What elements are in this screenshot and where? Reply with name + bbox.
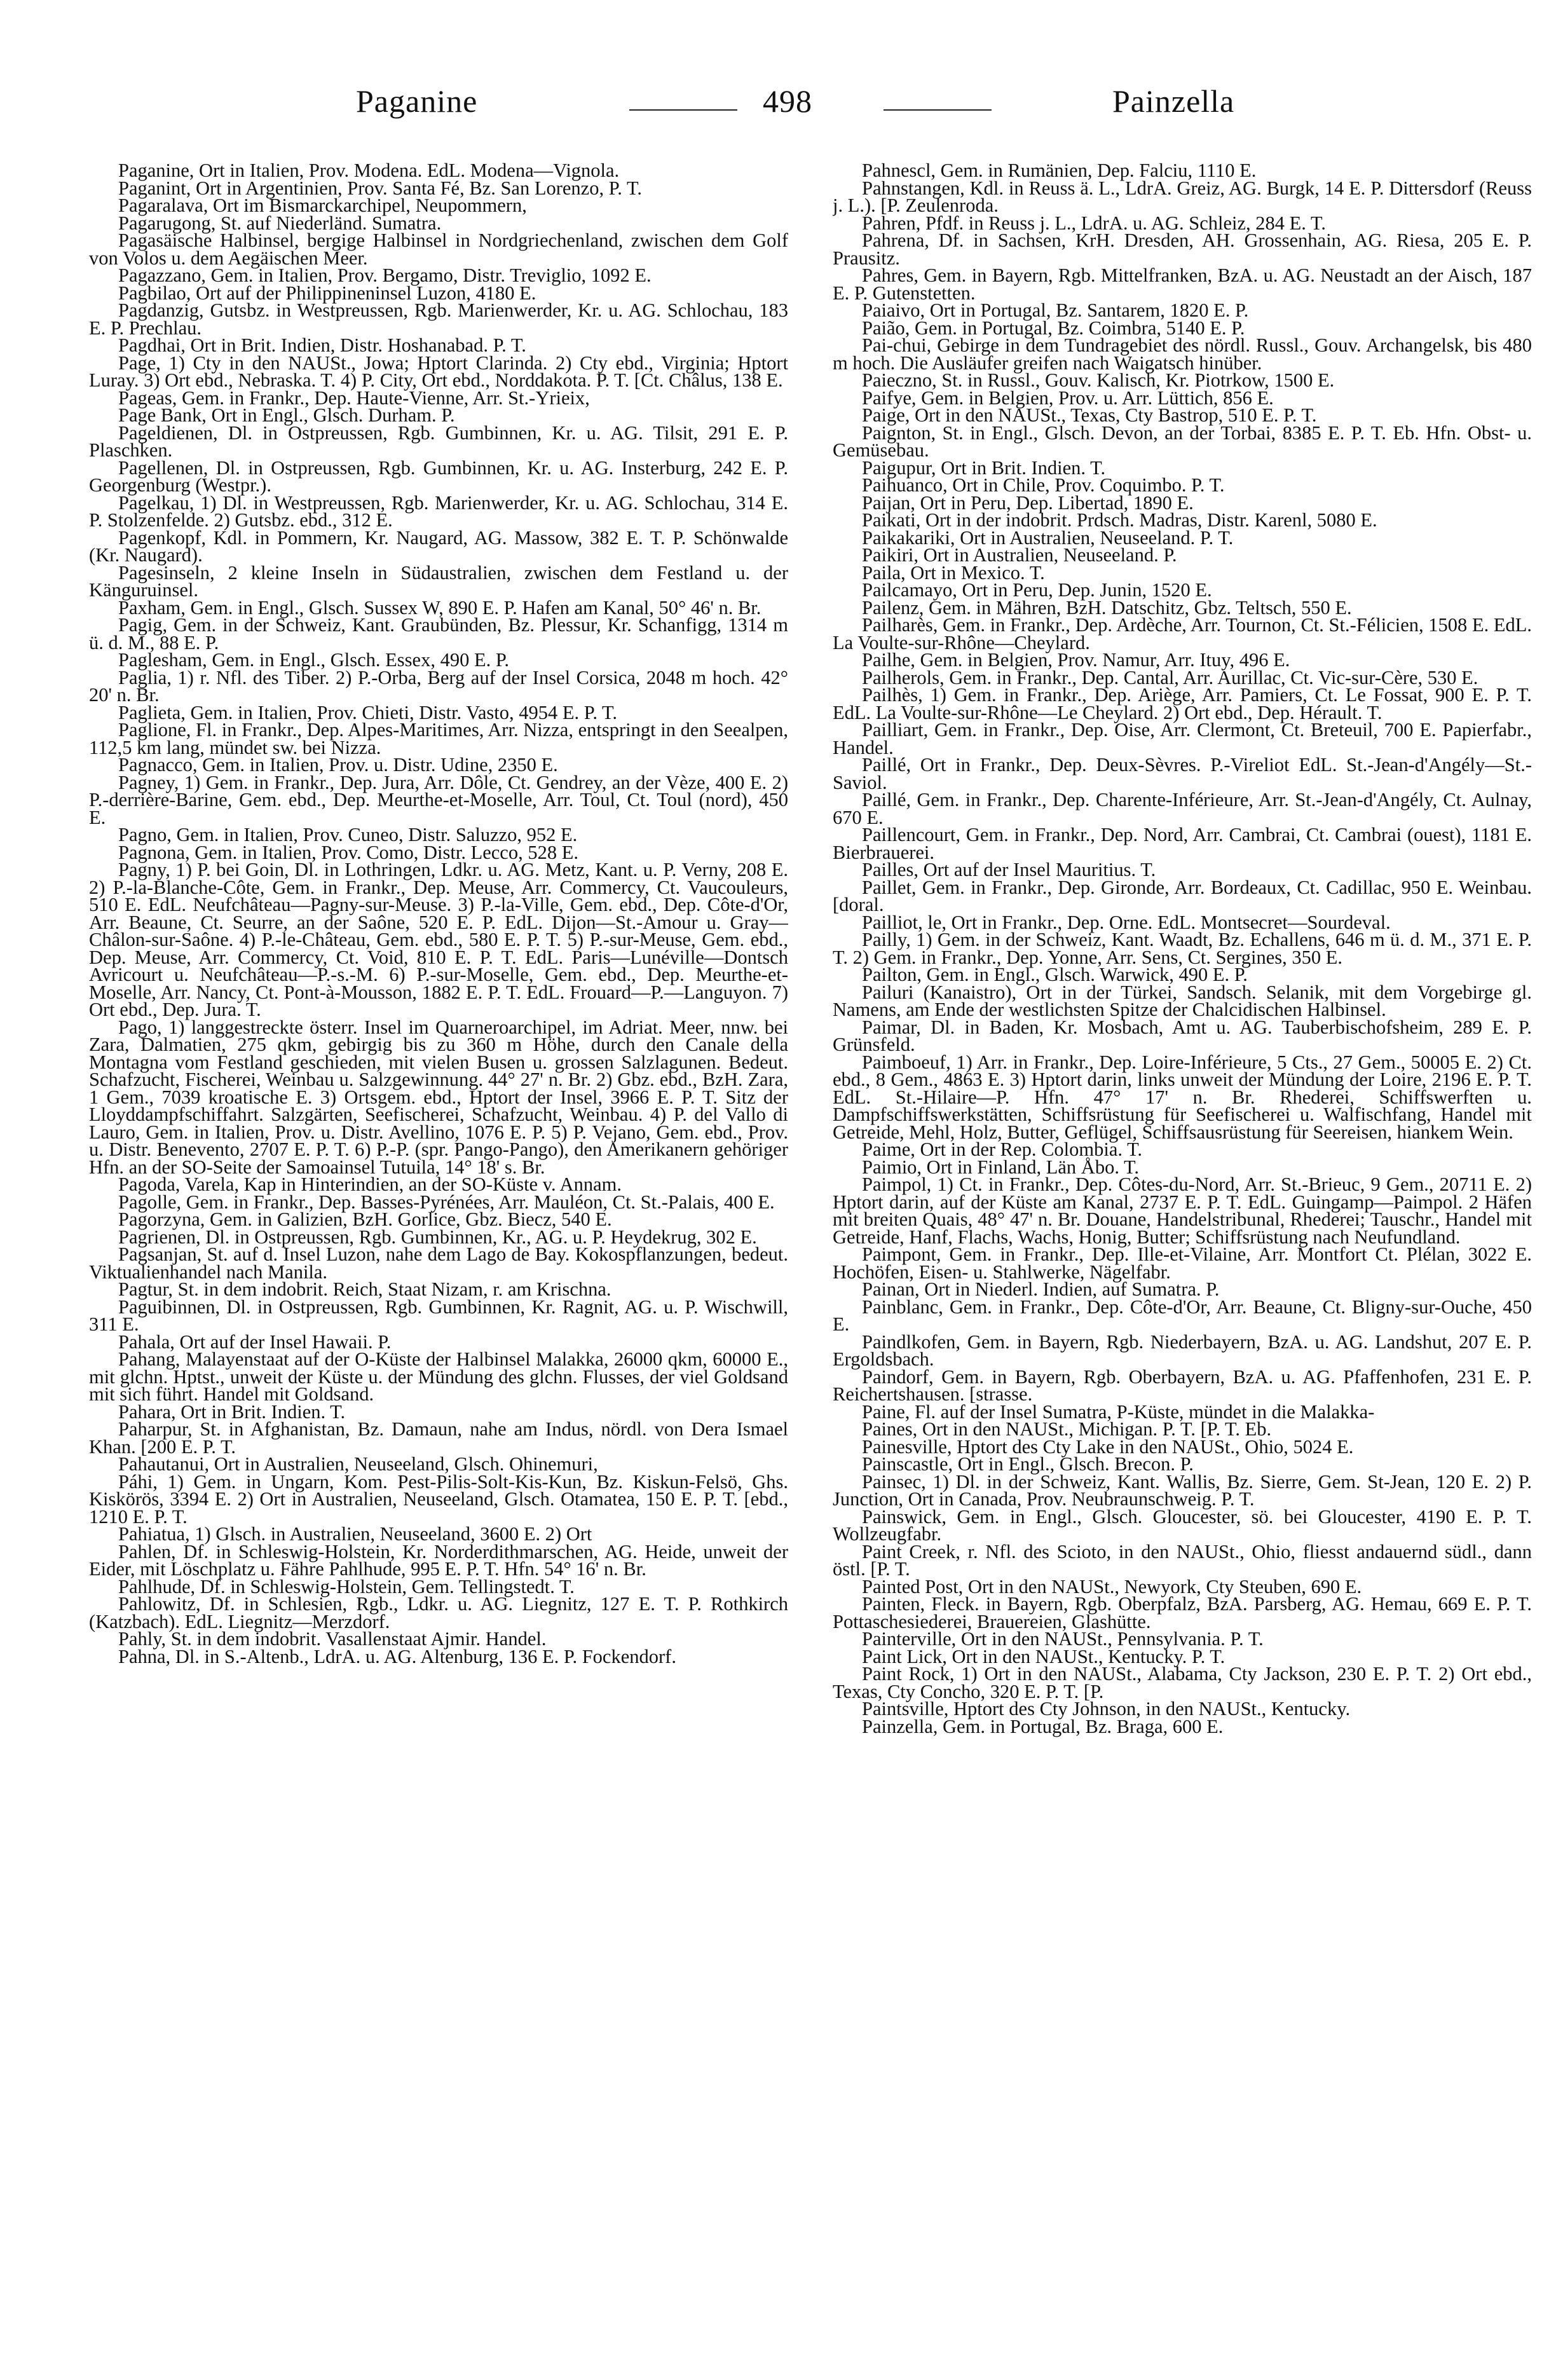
dictionary-entry: Paglione, Fl. in Frankr., Dep. Alpes-Maritimes, Arr. Nizza, entspringt in den Seealpen, 112,5 km lang, mündet sw. bei Nizza. (89, 719, 788, 758)
header-rule-right (884, 109, 992, 111)
dictionary-entry: Pailuri (Kanaistro), Ort in der Türkei, Sandsch. Selanik, mit dem Vorgebirge gl. Namens, am Ende der westlichsten Spitze der Chalcidischen Halbinsel. (833, 981, 1532, 1020)
right-column (833, 162, 1532, 2349)
dictionary-entry: Paimpont, Gem. in Frankr., Dep. Ille-et-Vilaine, Arr. Montfort Ct. Plélan, 3022 E. Hochöfen, Eisen- u. Stahlwerke, Nägelfabr. (833, 1243, 1532, 1283)
dictionary-entry: Pahara, Ort in Brit. Indien. T. (118, 1400, 346, 1423)
dictionary-entry: Pagenkopf, Kdl. in Pommern, Kr. Naugard, AG. Massow, 382 E. T. P. Schönwalde (Kr. Naugard). (89, 526, 788, 566)
dictionary-entry: Paimboeuf, 1) Arr. in Frankr., Dep. Loire-Inférieure, 5 Cts., 27 Gem., 50005 E. 2) Ct. ebd., 8 Gem., 4863 E. 3) Hptort darin, links unweit der Mündung der Loire, 2196 E. P. T. EdL. St.-Hilaire—P. Hfn. 47° 17' n. Br. Rhederei, Schiffswerften u. Dampfschiffswerkstätten, Schiffsrüstung für Seefischerei u. Walfischfang, Handel mit Getreide, Mehl, Holz, Butter, Geflügel, Schiffsausrüstung für Seereisen, hiankem Wein. (833, 1051, 1532, 1143)
page-header (89, 83, 1487, 140)
dictionary-entry: Pagellenen, Dl. in Ostpreussen, Rgb. Gumbinnen, Kr. u. AG. Insterburg, 242 E. P. Georgenburg (Westpr.). (89, 456, 788, 496)
dictionary-entry: Pahren, Pfdf. in Reuss j. L., LdrA. u. AG. Schleiz, 284 E. T. (862, 212, 1326, 234)
dictionary-entry: Pago, 1) langgestreckte österr. Insel im Quarneroarchipel, im Adriat. Meer, nnw. bei Zara, Dalmatien, 275 qkm, gebirgig bis zu 360 m Höhe, durch den Canale della Montagna vom Festland geschieden, mit vielen Busen u. grossen Salzlagunen. Bedeut. Schafzucht, Fischerei, Weinbau u. Salzgewinnung. 44° 27' n. Br. 2) Gbz. ebd., BzH. Zara, 1 Gem., 7039 kroatische E. 3) Ortsgem. ebd., Hptort der Insel, 3966 E. P. T. Sitz der Lloyddampfschiffahrt. Salzgärten, Seefischerei, Schafzucht, Weinbau. 4) P. del Vallo di Lauro, Gem. in Italien, Prov. u. Distr. Avellino, 1076 E. P. 5) P. Vejano, Gem. ebd., Prov. u. Distr. Benevento, 2707 E. P. T. 6) P.-P. (spr. Pango-Pango), den Amerikanern gehöriger Hfn. an der SO-Seite der Samoainsel Tutuila, 14° 18' s. Br. (89, 1016, 788, 1178)
dictionary-entry: Pahrena, Df. in Sachsen, KrH. Dresden, AH. Grossenhain, AG. Riesa, 205 E. P. Prausitz. (833, 229, 1532, 269)
dictionary-entry: Paimio, Ort in Finland, Län Åbo. T. (862, 1156, 1140, 1178)
dictionary-entry: Pagesinseln, 2 kleine Inseln in Südaustralien, zwischen dem Festland u. der Känguruinsel. (89, 561, 788, 601)
dictionary-entry: Pagno, Gem. in Italien, Prov. Cuneo, Distr. Saluzzo, 952 E. (118, 824, 578, 845)
dictionary-entry: Pagolle, Gem. in Frankr., Dep. Basses-Pyrénées, Arr. Mauléon, Ct. St.-Palais, 400 E. (118, 1191, 775, 1213)
dictionary-entry: Paiaivo, Ort in Portugal, Bz. Santarem, 1820 E. P. (862, 299, 1249, 321)
dictionary-entry: Pagny, 1) P. bei Goin, Dl. in Lothringen, Ldkr. u. AG. Metz, Kant. u. P. Verny, 208 E. 2) P.-la-Blanche-Côte, Gem. in Frankr., Dep. Meuse, Arr. Commercy, Ct. Vaucouleurs, 510 E. EdL. Neufchâteau—Pagny-sur-Meuse. 3) P.-la-Ville, Gem. ebd., Dep. Côte-d'Or, Arr. Beaune, Ct. Seurre, an der Saône, 520 E. P. EdL. Dijon—St.-Amour u. Gray—Châlon-sur-Saône. 4) P.-le-Château, Gem. ebd., 580 E. P. T. 5) P.-sur-Meuse, Gem. ebd., Dep. Meuse, Arr. Commercy, Ct. Void, 810 E. P. T. EdL. Paris—Lunéville—Dontsch Avricourt u. Neufchâteau—P.-s.-M. 6) P.-sur-Moselle, Gem. ebd., Dep. Meurthe-et-Moselle, Arr. Nancy, Ct. Pont-à-Mousson, 1882 E. P. T. EdL. Frouard—P.—Languyon. 7) Ort ebd., Dep. Jura. T. (89, 859, 788, 1020)
dictionary-entry: Pagorzyna, Gem. in Galizien, BzH. Gorlice, Gbz. Biecz, 540 E. (118, 1208, 612, 1230)
dictionary-entry: Pagdanzig, Gutsbz. in Westpreussen, Rgb. Marienwerder, Kr. u. AG. Schlochau, 183 E. P. Prechlau. (89, 299, 788, 339)
dictionary-entry: Pagarugong, St. auf Niederländ. Sumatra. (118, 212, 442, 234)
dictionary-entry: Paigupur, Ort in Brit. Indien. T. (862, 456, 1106, 479)
dictionary-entry: Pailherols, Gem. in Frankr., Dep. Cantal, Arr. Aurillac, Ct. Vic-sur-Cère, 530 E. (862, 666, 1478, 688)
dictionary-entry: Pailhe, Gem. in Belgien, Prov. Namur, Arr. Ituy, 496 E. (862, 649, 1290, 671)
dictionary-entry: Pahly, St. in dem indobrit. Vasallenstaat Ajmir. Handel. (118, 1628, 547, 1650)
dictionary-entry: Paglieta, Gem. in Italien, Prov. Chieti, Distr. Vasto, 4954 E. P. T. (118, 701, 618, 723)
dictionary-entry: Paillencourt, Gem. in Frankr., Dep. Nord, Arr. Cambrai, Ct. Cambrai (ouest), 1181 E. Bierbrauerei. (833, 824, 1532, 863)
dictionary-entry: Páhi, 1) Gem. in Ungarn, Kom. Pest-Pilis-Solt-Kis-Kun, Bz. Kiskun-Felsö, Ghs. Kiskörös, 3394 E. 2) Ort in Australien, Neuseeland, Glsch. Otamatea, 150 E. P. T. [ebd., 1210 E. P. T. (89, 1470, 788, 1528)
dictionary-entry: Pailcamayo, Ort in Peru, Dep. Junin, 1520 E. (862, 579, 1212, 601)
dictionary-entry: Pagbilao, Ort auf der Philippineninsel Luzon, 4180 E. (118, 282, 536, 304)
dictionary-entry: Pailly, 1) Gem. in der Schweiz, Kant. Waadt, Bz. Echallens, 646 m ü. d. M., 371 E. P. T. 2) Gem. in Frankr., Dep. Yonne, Arr. Sens, Ct. Sergines, 350 E. (833, 929, 1532, 968)
dictionary-entry: Painterville, Ort in den NAUSt., Pennsylvania. P. T. (862, 1628, 1264, 1650)
dictionary-entry: Paieczno, St. in Russl., Gouv. Kalisch, Kr. Piotrkow, 1500 E. (862, 369, 1335, 391)
header-rule-left (629, 109, 737, 111)
dictionary-entry: Paime, Ort in der Rep. Colombia. T. (862, 1139, 1143, 1160)
dictionary-entry: Pagney, 1) Gem. in Frankr., Dep. Jura, Arr. Dôle, Ct. Gendrey, an der Vèze, 400 E. 2) P.-derrière-Barine, Gem. ebd., Dep. Meurthe-et-Moselle, Arr. Toul, Ct. Toul (nord), 450 E. (89, 771, 788, 828)
dictionary-entry: Pagig, Gem. in der Schweiz, Kant. Graubünden, Bz. Plessur, Kr. Schanfigg, 1314 m ü. d. M., 88 E. P. (89, 614, 788, 653)
dictionary-entry: Painblanc, Gem. in Frankr., Dep. Côte-d'Or, Arr. Beaune, Ct. Bligny-sur-Ouche, 450 E. (833, 1296, 1532, 1335)
dictionary-entry: Paillé, Gem. in Frankr., Dep. Charente-Inférieure, Arr. St.-Jean-d'Angély, Ct. Aulnay, 670 E. (833, 789, 1532, 828)
dictionary-entry: Pageas, Gem. in Frankr., Dep. Haute-Vienne, Arr. St.-Yrieix, (118, 386, 590, 409)
dictionary-entry: Paint Lick, Ort in den NAUSt., Kentucky. P. T. (862, 1645, 1225, 1667)
dictionary-entry: Pagaralava, Ort im Bismarckarchipel, Neupommern, (118, 195, 527, 216)
dictionary-entry: Paindorf, Gem. in Bayern, Rgb. Oberbayern, BzA. u. AG. Pfaffenhofen, 231 E. P. Reichertshausen. [strasse. (833, 1365, 1532, 1405)
dictionary-entry: Pagrienen, Dl. in Ostpreussen, Rgb. Gumbinnen, Kr., AG. u. P. Heydekrug, 302 E. (118, 1226, 757, 1248)
dictionary-entry: Paxham, Gem. in Engl., Glsch. Sussex W, 890 E. P. Hafen am Kanal, 50° 46' n. Br. (118, 596, 761, 619)
dictionary-entry: Pagdhai, Ort in Brit. Indien, Distr. Hoshanabad. P. T. (118, 334, 526, 356)
dictionary-entry: Paglia, 1) r. Nfl. des Tiber. 2) P.-Orba, Berg auf der Insel Corsica, 2048 m hoch. 42° 20' n. Br. (89, 666, 788, 706)
dictionary-entry: Painted Post, Ort in den NAUSt., Newyork, Cty Steuben, 690 E. (862, 1575, 1362, 1597)
dictionary-entry: Pagasäische Halbinsel, bergige Halbinsel in Nordgriechenland, zwischen dem Golf von Volos u. dem Aegäischen Meer. (89, 229, 788, 269)
dictionary-entry: Page Bank, Ort in Engl., Glsch. Durham. P. (118, 404, 455, 426)
dictionary-entry: Pailles, Ort auf der Insel Mauritius. T. (862, 859, 1156, 880)
page-number: 498 (763, 83, 812, 119)
header-first-entry: Paganine (356, 83, 478, 119)
dictionary-entry: Pageldienen, Dl. in Ostpreussen, Rgb. Gumbinnen, Kr. u. AG. Tilsit, 291 E. P. Plaschken. (89, 421, 788, 461)
dictionary-entry: Paikati, Ort in der indobrit. Prdsch. Madras, Distr. Karenl, 5080 E. (862, 509, 1377, 531)
dictionary-entry: Painten, Fleck. in Bayern, Rgb. Oberpfalz, BzA. Parsberg, AG. Hemau, 669 E. P. T. Pottaschesiederei, Brauereien, Glashütte. (833, 1593, 1532, 1632)
dictionary-entry: Painzella, Gem. in Portugal, Bz. Braga, 600 E. (862, 1715, 1224, 1737)
dictionary-entry: Pagsanjan, St. auf d. Insel Luzon, nahe dem Lago de Bay. Kokospflanzungen, bedeut. Viktualienhandel nach Manila. (89, 1243, 788, 1283)
dictionary-entry: Painsec, 1) Dl. in der Schweiz, Kant. Wallis, Bz. Sierre, Gem. St-Jean, 120 E. 2) P. Junction, Ort in Canada, Prov. Neubraunschweig. P. T. (833, 1470, 1532, 1510)
dictionary-entry: Pai-chui, Gebirge in dem Tundragebiet des nördl. Russl., Gouv. Archangelsk, bis 480 m hoch. Die Ausläufer greifen nach Waigatsch hinüber. (833, 334, 1532, 374)
dictionary-entry: Paimar, Dl. in Baden, Kr. Mosbach, Amt u. AG. Tauberbischofsheim, 289 E. P. Grünsfeld. (833, 1016, 1532, 1055)
dictionary-entry: Pahlhude, Df. in Schleswig-Holstein, Gem. Tellingstedt. T. (118, 1575, 575, 1597)
dictionary-entry: Paignton, St. in Engl., Glsch. Devon, an der Torbai, 8385 E. P. T. Eb. Hfn. Obst- u. Gemüsebau. (833, 421, 1532, 461)
dictionary-entry: Paglesham, Gem. in Engl., Glsch. Essex, 490 E. P. (118, 649, 510, 671)
dictionary-entry: Pagnacco, Gem. in Italien, Prov. u. Distr. Udine, 2350 E. (118, 754, 558, 776)
dictionary-entry: Paindlkofen, Gem. in Bayern, Rgb. Niederbayern, BzA. u. AG. Landshut, 207 E. P. Ergoldsbach. (833, 1330, 1532, 1370)
dictionary-entry: Painesville, Hptort des Cty Lake in den NAUSt., Ohio, 5024 E. (862, 1435, 1354, 1458)
dictionary-entry: Paila, Ort in Mexico. T. (862, 561, 1045, 584)
dictionary-entry: Paint Rock, 1) Ort in den NAUSt., Alabama, Cty Jackson, 230 E. P. T. 2) Ort ebd., Texas, Cty Concho, 320 E. P. T. [P. (833, 1663, 1532, 1702)
dictionary-entry: Paijan, Ort in Peru, Dep. Libertad, 1890 E. (862, 491, 1194, 514)
dictionary-entry: Paintsville, Hptort des Cty Johnson, in den NAUSt., Kentucky. (862, 1698, 1351, 1720)
dictionary-entry: Paganint, Ort in Argentinien, Prov. Santa Fé, Bz. San Lorenzo, P. T. (118, 177, 642, 199)
dictionary-entry: Painswick, Gem. in Engl., Glsch. Gloucester, sö. bei Gloucester, 4190 E. P. T. Wollzeugfabr. (833, 1505, 1532, 1545)
dictionary-entry: Page, 1) Cty in den NAUSt., Jowa; Hptort Clarinda. 2) Cty ebd., Virginia; Hptort Luray. 3) Ort ebd., Nebraska. T. 4) P. City, Ort ebd., Norddakota. P. T. [Ct. Châlus, 138 E. (89, 352, 788, 391)
dictionary-entry: Pailliart, Gem. in Frankr., Dep. Oise, Arr. Clermont, Ct. Breteuil, 700 E. Papierfabr., Handel. (833, 719, 1532, 758)
dictionary-entry: Paine, Fl. auf der Insel Sumatra, P-Küste, mündet in die Malakka- (862, 1400, 1375, 1423)
dictionary-entry: Pahala, Ort auf der Insel Hawaii. P. (118, 1330, 392, 1353)
dictionary-entry: Pagoda, Varela, Kap in Hinterindien, an der SO-Küste v. Annam. (118, 1173, 622, 1195)
dictionary-entry: Paião, Gem. in Portugal, Bz. Coimbra, 5140 E. P. (862, 317, 1245, 339)
dictionary-entry: Paillet, Gem. in Frankr., Dep. Gironde, Arr. Bordeaux, Ct. Cadillac, 950 E. Weinbau. [doral. (833, 876, 1532, 915)
dictionary-entry: Pahlen, Df. in Schleswig-Holstein, Kr. Norderdithmarschen, AG. Heide, unweit der Eider, mit Löschplatz u. Fähre Pahlhude, 995 E. P. T. Hfn. 54° 16' n. Br. (89, 1540, 788, 1580)
dictionary-entry: Pailton, Gem. in Engl., Glsch. Warwick, 490 E. P. (862, 964, 1248, 985)
dictionary-entry: Pahlowitz, Df. in Schlesien, Rgb., Ldkr. u. AG. Liegnitz, 127 E. T. P. Rothkirch (Katzbach). EdL. Liegnitz—Merzdorf. (89, 1593, 788, 1632)
dictionary-entry: Pahautanui, Ort in Australien, Neuseeland, Glsch. Ohinemuri, (118, 1453, 598, 1475)
dictionary-entry: Paikakariki, Ort in Australien, Neuseeland. P. T. (862, 526, 1234, 549)
dictionary-entry: Paihuanco, Ort in Chile, Prov. Coquimbo. P. T. (862, 474, 1225, 496)
dictionary-entry: Pailharès, Gem. in Frankr., Dep. Ardèche, Arr. Tournon, Ct. St.-Félicien, 1508 E. EdL. La Voulte-sur-Rhône—Cheylard. (833, 614, 1532, 653)
dictionary-entry: Pahnescl, Gem. in Rumänien, Dep. Falciu, 1110 E. (862, 162, 1257, 181)
dictionary-entry: Pahiatua, 1) Glsch. in Australien, Neuseeland, 3600 E. 2) Ort (118, 1523, 592, 1545)
dictionary-entry: Paguibinnen, Dl. in Ostpreussen, Rgb. Gumbinnen, Kr. Ragnit, AG. u. P. Wischwill, 311 E. (89, 1296, 788, 1335)
dictionary-entry: Paines, Ort in den NAUSt., Michigan. P. T. [P. T. Eb. (862, 1418, 1272, 1440)
dictionary-entry: Pahres, Gem. in Bayern, Rgb. Mittelfranken, BzA. u. AG. Neustadt an der Aisch, 187 E. P. Gutenstetten. (833, 264, 1532, 304)
dictionary-entry: Pailhès, 1) Gem. in Frankr., Dep. Ariège, Arr. Pamiers, Ct. Le Fossat, 900 E. P. T. EdL. La Voulte-sur-Rhône—Le Cheylard. 2) Ort ebd., Dep. Hérault. T. (833, 684, 1532, 723)
dictionary-entry: Paganine, Ort in Italien, Prov. Modena. EdL. Modena—Vignola. (118, 162, 620, 181)
dictionary-entry: Paifye, Gem. in Belgien, Prov. u. Arr. Lüttich, 856 E. (862, 386, 1274, 409)
dictionary-entry: Pahang, Malayenstaat auf der O-Küste der Halbinsel Malakka, 26000 qkm, 60000 E., mit glchn. Hptst., unweit der Küste u. der Mündung des glchn. Flusses, der viel Goldsand mit sich führt. Handel mit Goldsand. (89, 1348, 788, 1405)
left-column (89, 162, 788, 2349)
dictionary-entry: Paillé, Ort in Frankr., Dep. Deux-Sèvres. P.-Vireliot EdL. St.-Jean-d'Angély—St.-Saviol. (833, 754, 1532, 793)
dictionary-entry: Pailenz, Gem. in Mähren, BzH. Datschitz, Gbz. Teltsch, 550 E. (862, 596, 1352, 619)
dictionary-entry: Paige, Ort in den NAUSt., Texas, Cty Bastrop, 510 E. P. T. (862, 404, 1317, 426)
header-last-entry: Painzella (1112, 83, 1235, 119)
dictionary-entry: Painan, Ort in Niederl. Indien, auf Sumatra. P. (862, 1278, 1220, 1300)
dictionary-entry: Paikiri, Ort in Australien, Neuseeland. P. (862, 544, 1177, 566)
dictionary-entry: Paharpur, St. in Afghanistan, Bz. Damaun, nahe am Indus, nördl. von Dera Ismael Khan. [200 E. P. T. (89, 1418, 788, 1458)
dictionary-entry: Paimpol, 1) Ct. in Frankr., Dep. Côtes-du-Nord, Arr. St.-Brieuc, 9 Gem., 20711 E. 2) Hptort darin, auf der Küste am Kanal, 2737 E. P. T. EdL. Guingamp—Paimpol. 2 Häfen mit breiten Quais, 48° 47' n. Br. Douane, Handelstribunal, Rhederei; Tauschr., Handel mit Getreide, Hanf, Flachs, Wachs, Honig, Butter; Schiffsrüstung nach Neufundland. (833, 1173, 1532, 1248)
dictionary-entry: Painscastle, Ort in Engl., Glsch. Brecon. P. (862, 1453, 1194, 1475)
dictionary-entry: Pagtur, St. in dem indobrit. Reich, Staat Nizam, r. am Krischna. (118, 1278, 611, 1300)
dictionary-entry: Pagazzano, Gem. in Italien, Prov. Bergamo, Distr. Treviglio, 1092 E. (118, 264, 652, 286)
dictionary-entry: Paint Creek, r. Nfl. des Scioto, in den NAUSt., Ohio, fliesst andauernd südl., dann östl. [P. T. (833, 1540, 1532, 1580)
dictionary-entry: Pagelkau, 1) Dl. in Westpreussen, Rgb. Marienwerder, Kr. u. AG. Schlochau, 314 E. P. Stolzenfelde. 2) Gutsbz. ebd., 312 E. (89, 491, 788, 531)
dictionary-entry: Pahna, Dl. in S.-Altenb., LdrA. u. AG. Altenburg, 136 E. P. Fockendorf. (118, 1645, 676, 1667)
dictionary-entry: Pagnona, Gem. in Italien, Prov. Como, Distr. Lecco, 528 E. (118, 841, 578, 863)
dictionary-entry: Pailliot, le, Ort in Frankr., Dep. Orne. EdL. Montsecret—Sourdeval. (862, 911, 1391, 933)
dictionary-entry: Pahnstangen, Kdl. in Reuss ä. L., LdrA. Greiz, AG. Burgk, 14 E. P. Dittersdorf (Reuss j. L.). [P. Zeulenroda. (833, 177, 1532, 216)
